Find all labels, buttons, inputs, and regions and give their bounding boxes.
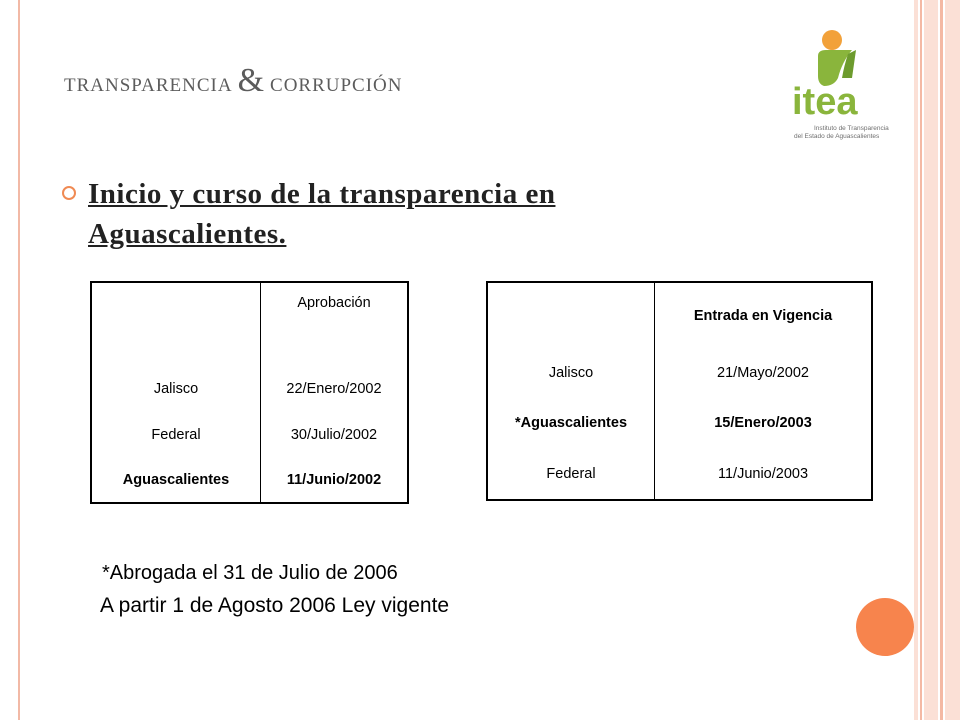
slide-title: [64, 62, 403, 100]
table-cell: Jalisco: [91, 366, 261, 412]
table-cell: 22/Enero/2002: [286, 381, 382, 397]
table-cell: 11/Junio/2003: [717, 465, 809, 482]
validity-table: [486, 281, 873, 501]
footnote-abrogated: *Abrogada el 31 de Julio de 2006: [102, 562, 398, 584]
table-cell: 21/Mayo/2002: [717, 365, 809, 381]
table-header-cell: Aprobación: [297, 295, 371, 311]
table-header-row: [91, 282, 408, 366]
footnote-current-law: A partir 1 de Agosto 2006 Ley vigente: [100, 594, 450, 617]
bullet-icon: [62, 186, 76, 200]
table-cell: *Aguascalientes: [487, 398, 655, 448]
logo-wordmark: itea: [792, 81, 858, 123]
table-header-cell: Entrada en Vigencia: [693, 307, 833, 324]
approval-table: [90, 281, 409, 504]
table-cell: 15/Enero/2003: [714, 415, 812, 431]
bullet-heading: Inicio y curso de la transparencia en Aguascalientes.: [88, 178, 556, 250]
table-cell: Aguascalientes: [91, 457, 261, 503]
table-row: [487, 448, 872, 500]
table-header-cell: [487, 282, 655, 348]
right-decorative-stripes: [914, 0, 960, 720]
table-cell: Federal: [91, 412, 261, 457]
table-cell: Federal: [487, 448, 655, 500]
logo-line-2: del Estado de Aguascalientes: [794, 133, 880, 140]
table-row: [487, 348, 872, 398]
left-border-line: [18, 0, 20, 720]
itea-logo: [790, 26, 900, 146]
logo-line-1: Instituto de Transparencia: [814, 125, 889, 132]
table-header-row: [487, 282, 872, 348]
title-part-1: transparencia: [64, 67, 233, 97]
table-row: [487, 398, 872, 448]
title-part-2: corrupción: [270, 67, 403, 97]
decorative-orange-circle: [856, 598, 914, 656]
table-header-cell: [91, 282, 261, 366]
table-row: [91, 457, 408, 503]
table-row: [91, 412, 408, 457]
table-row: [91, 366, 408, 412]
title-ampersand: &: [237, 62, 266, 99]
table-cell: Jalisco: [487, 348, 655, 398]
table-cell: 30/Julio/2002: [290, 426, 378, 443]
table-cell: 11/Junio/2002: [286, 471, 382, 488]
